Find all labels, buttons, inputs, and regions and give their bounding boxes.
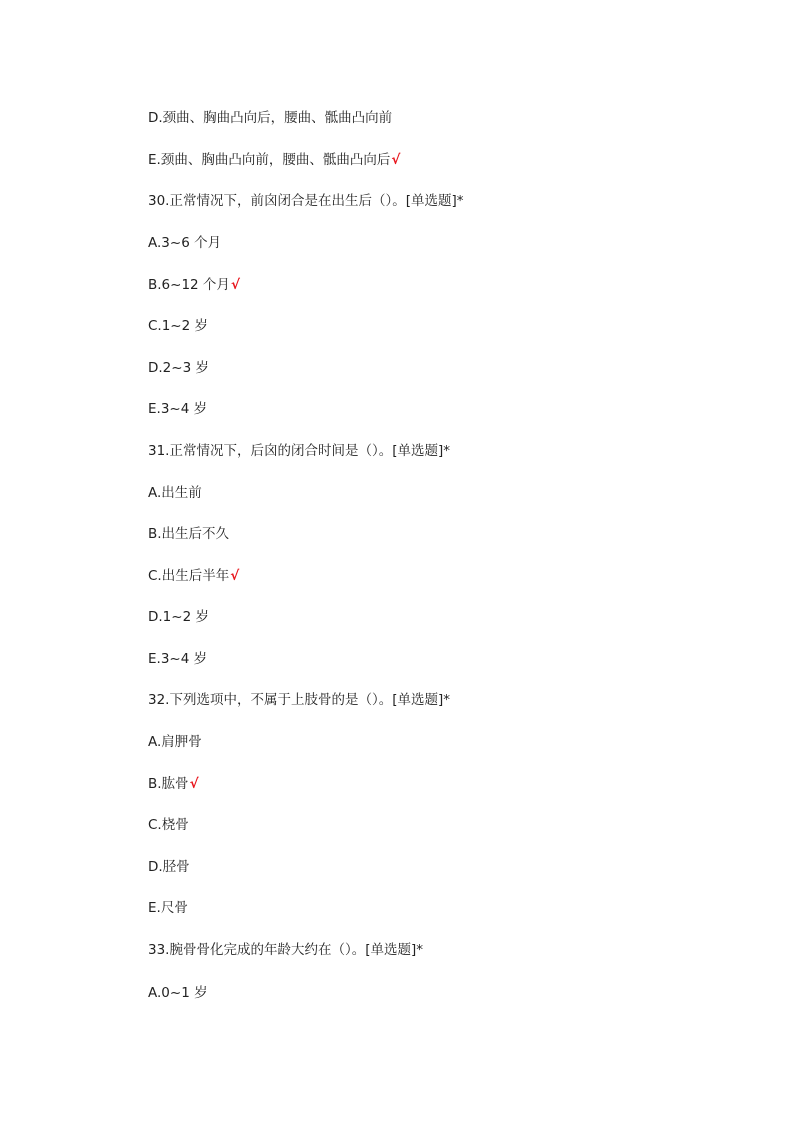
line-text: 30.正常情况下，前囟闭合是在出生后（）。[单选题]* xyxy=(148,193,464,209)
option-c xyxy=(148,317,209,335)
option-d xyxy=(148,608,210,626)
option-d xyxy=(148,359,210,377)
correct-check-mark: √ xyxy=(230,277,240,293)
option-d xyxy=(148,109,393,127)
question-30 xyxy=(148,192,465,210)
option-b xyxy=(148,775,199,793)
line-text: C.出生后半年 xyxy=(148,568,230,584)
option-a xyxy=(148,984,209,1002)
line-text: C.桡骨 xyxy=(148,817,189,833)
question-33 xyxy=(148,941,424,959)
line-text: D.颈曲、胸曲凸向后，腰曲、骶曲凸向前 xyxy=(148,110,393,126)
line-text: B.出生后不久 xyxy=(148,526,230,542)
line-text: E.3~4 岁 xyxy=(148,651,208,667)
option-d xyxy=(148,858,191,876)
option-b xyxy=(148,525,230,543)
line-text: A.肩胛骨 xyxy=(148,734,202,750)
option-c xyxy=(148,816,190,834)
option-e xyxy=(148,650,208,668)
line-text: B.肱骨 xyxy=(148,776,189,792)
option-e xyxy=(148,899,189,917)
correct-check-mark: √ xyxy=(230,568,240,584)
question-32 xyxy=(148,691,451,709)
correct-check-mark: √ xyxy=(391,152,401,168)
line-text: E.颈曲、胸曲凸向前，腰曲、骶曲凸向后 xyxy=(148,152,391,168)
line-text: 32.下列选项中，不属于上肢骨的是（）。[单选题]* xyxy=(148,692,451,708)
line-text: D.胫骨 xyxy=(148,859,190,875)
line-text: C.1~2 岁 xyxy=(148,318,208,334)
line-text: D.2~3 岁 xyxy=(148,360,209,376)
line-text: E.尺骨 xyxy=(148,900,188,916)
line-text: A.出生前 xyxy=(148,485,202,501)
option-e xyxy=(148,400,208,418)
option-b xyxy=(148,276,240,294)
option-a xyxy=(148,733,203,751)
line-text: 31.正常情况下，后囟的闭合时间是（）。[单选题]* xyxy=(148,443,451,459)
option-a xyxy=(148,484,203,502)
option-a xyxy=(148,234,222,252)
line-text: B.6~12 个月 xyxy=(148,277,230,293)
line-text: A.0~1 岁 xyxy=(148,985,208,1001)
option-c xyxy=(148,567,239,585)
correct-check-mark: √ xyxy=(189,776,199,792)
line-text: D.1~2 岁 xyxy=(148,609,209,625)
line-text: E.3~4 岁 xyxy=(148,401,208,417)
line-text: 33.腕骨骨化完成的年龄大约在（）。[单选题]* xyxy=(148,942,424,958)
line-text: A.3~6 个月 xyxy=(148,235,222,251)
option-e xyxy=(148,151,400,169)
question-31 xyxy=(148,442,451,460)
